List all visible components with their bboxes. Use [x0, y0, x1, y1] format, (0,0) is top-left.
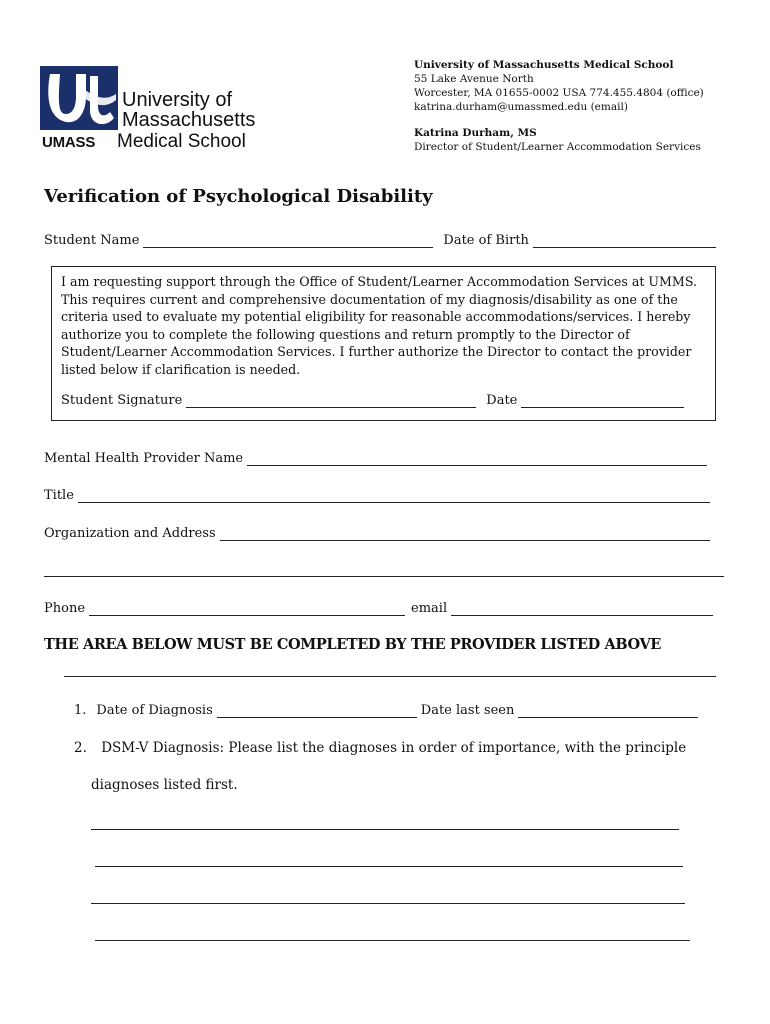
consent-line: listed below if clarification is needed. [61, 361, 301, 377]
student-name-label: Student Name [44, 233, 140, 248]
diagnosis-answer-line[interactable] [91, 829, 679, 830]
title-row [44, 488, 710, 503]
title-label: Title [44, 488, 74, 503]
phone-field[interactable] [89, 603, 405, 616]
provider-name-label: Mental Health Provider Name [44, 451, 244, 466]
contact-person: Katrina Durham, MS [414, 127, 537, 139]
q1-number: 1. [74, 703, 87, 718]
contact-city-phone: Worcester, MA 01655-0002 USA 774.455.4804 (office) [414, 87, 704, 99]
provider-name-row [44, 451, 707, 466]
q2-text: DSM-V Diagnosis: Please list the diagnoses in order of importance, with the principle [101, 740, 687, 756]
contact-institution: University of Massachusetts Medical School [414, 59, 674, 71]
contact-email: katrina.durham@umassmed.edu (email) [414, 101, 628, 113]
org-field[interactable] [220, 528, 710, 541]
logo-text-line3: Medical School [117, 131, 246, 152]
q2-number: 2. [74, 740, 87, 756]
org-field-line2[interactable] [44, 576, 724, 577]
consent-line: This requires current and comprehensive documentation of my diagnosis/disability as one of the [61, 291, 678, 307]
phone-email-row [44, 601, 713, 616]
q1-label: Date of Diagnosis [96, 703, 213, 718]
q1-last-seen-label: Date last seen [420, 703, 515, 718]
provider-section-heading: THE AREA BELOW MUST BE COMPLETED BY THE PROVIDER LISTED ABOVE [44, 636, 661, 653]
last-seen-field[interactable] [518, 705, 698, 718]
section-divider [64, 676, 716, 677]
logo-umass-wordmark: UMASS [42, 134, 96, 151]
consent-line: criteria used to evaluate my potential eligibility for reasonable accommodations/services. I hereby [61, 309, 691, 324]
student-name-field[interactable] [143, 235, 433, 248]
email-label: email [411, 601, 448, 616]
consent-line: I am requesting support through the Office of Student/Learner Accommodation Services at UMMS. [61, 274, 698, 289]
contact-street: 55 Lake Avenue North [414, 73, 534, 85]
signature-date-label: Date [486, 393, 518, 408]
form-title: Verification of Psychological Disability [44, 186, 433, 207]
logo-text-line1: University of [122, 89, 233, 111]
phone-label: Phone [44, 601, 86, 616]
signature-date-field[interactable] [521, 395, 684, 408]
title-field[interactable] [78, 490, 710, 503]
diagnosis-answer-line[interactable] [91, 903, 685, 904]
signature-field[interactable] [186, 395, 476, 408]
diagnosis-date-field[interactable] [217, 705, 417, 718]
signature-label: Student Signature [61, 393, 183, 408]
diagnosis-answer-line[interactable] [95, 866, 683, 867]
dob-field[interactable] [533, 235, 716, 248]
signature-row [61, 393, 688, 408]
contact-role: Director of Student/Learner Accommodation Services [414, 141, 701, 153]
consent-text [61, 273, 706, 378]
diagnosis-answer-line[interactable] [95, 940, 690, 941]
email-field[interactable] [451, 603, 713, 616]
dob-label: Date of Birth [443, 233, 529, 248]
q1-row [74, 703, 698, 718]
q2-line2: diagnoses listed first. [91, 777, 238, 793]
consent-line: authorize you to complete the following questions and return promptly to the Director of [61, 326, 630, 342]
student-name-row [44, 233, 720, 248]
logo-text-line2: Massachusetts [122, 109, 256, 131]
q2-line1 [74, 740, 686, 756]
provider-name-field[interactable] [247, 453, 707, 466]
org-row [44, 526, 710, 541]
contact-block [414, 58, 704, 154]
org-label: Organization and Address [44, 526, 216, 541]
umass-logo-mark [40, 66, 120, 132]
consent-box [51, 266, 716, 421]
consent-line: Student/Learner Accommodation Services. I further authorize the Director to contact the provider [61, 344, 692, 359]
